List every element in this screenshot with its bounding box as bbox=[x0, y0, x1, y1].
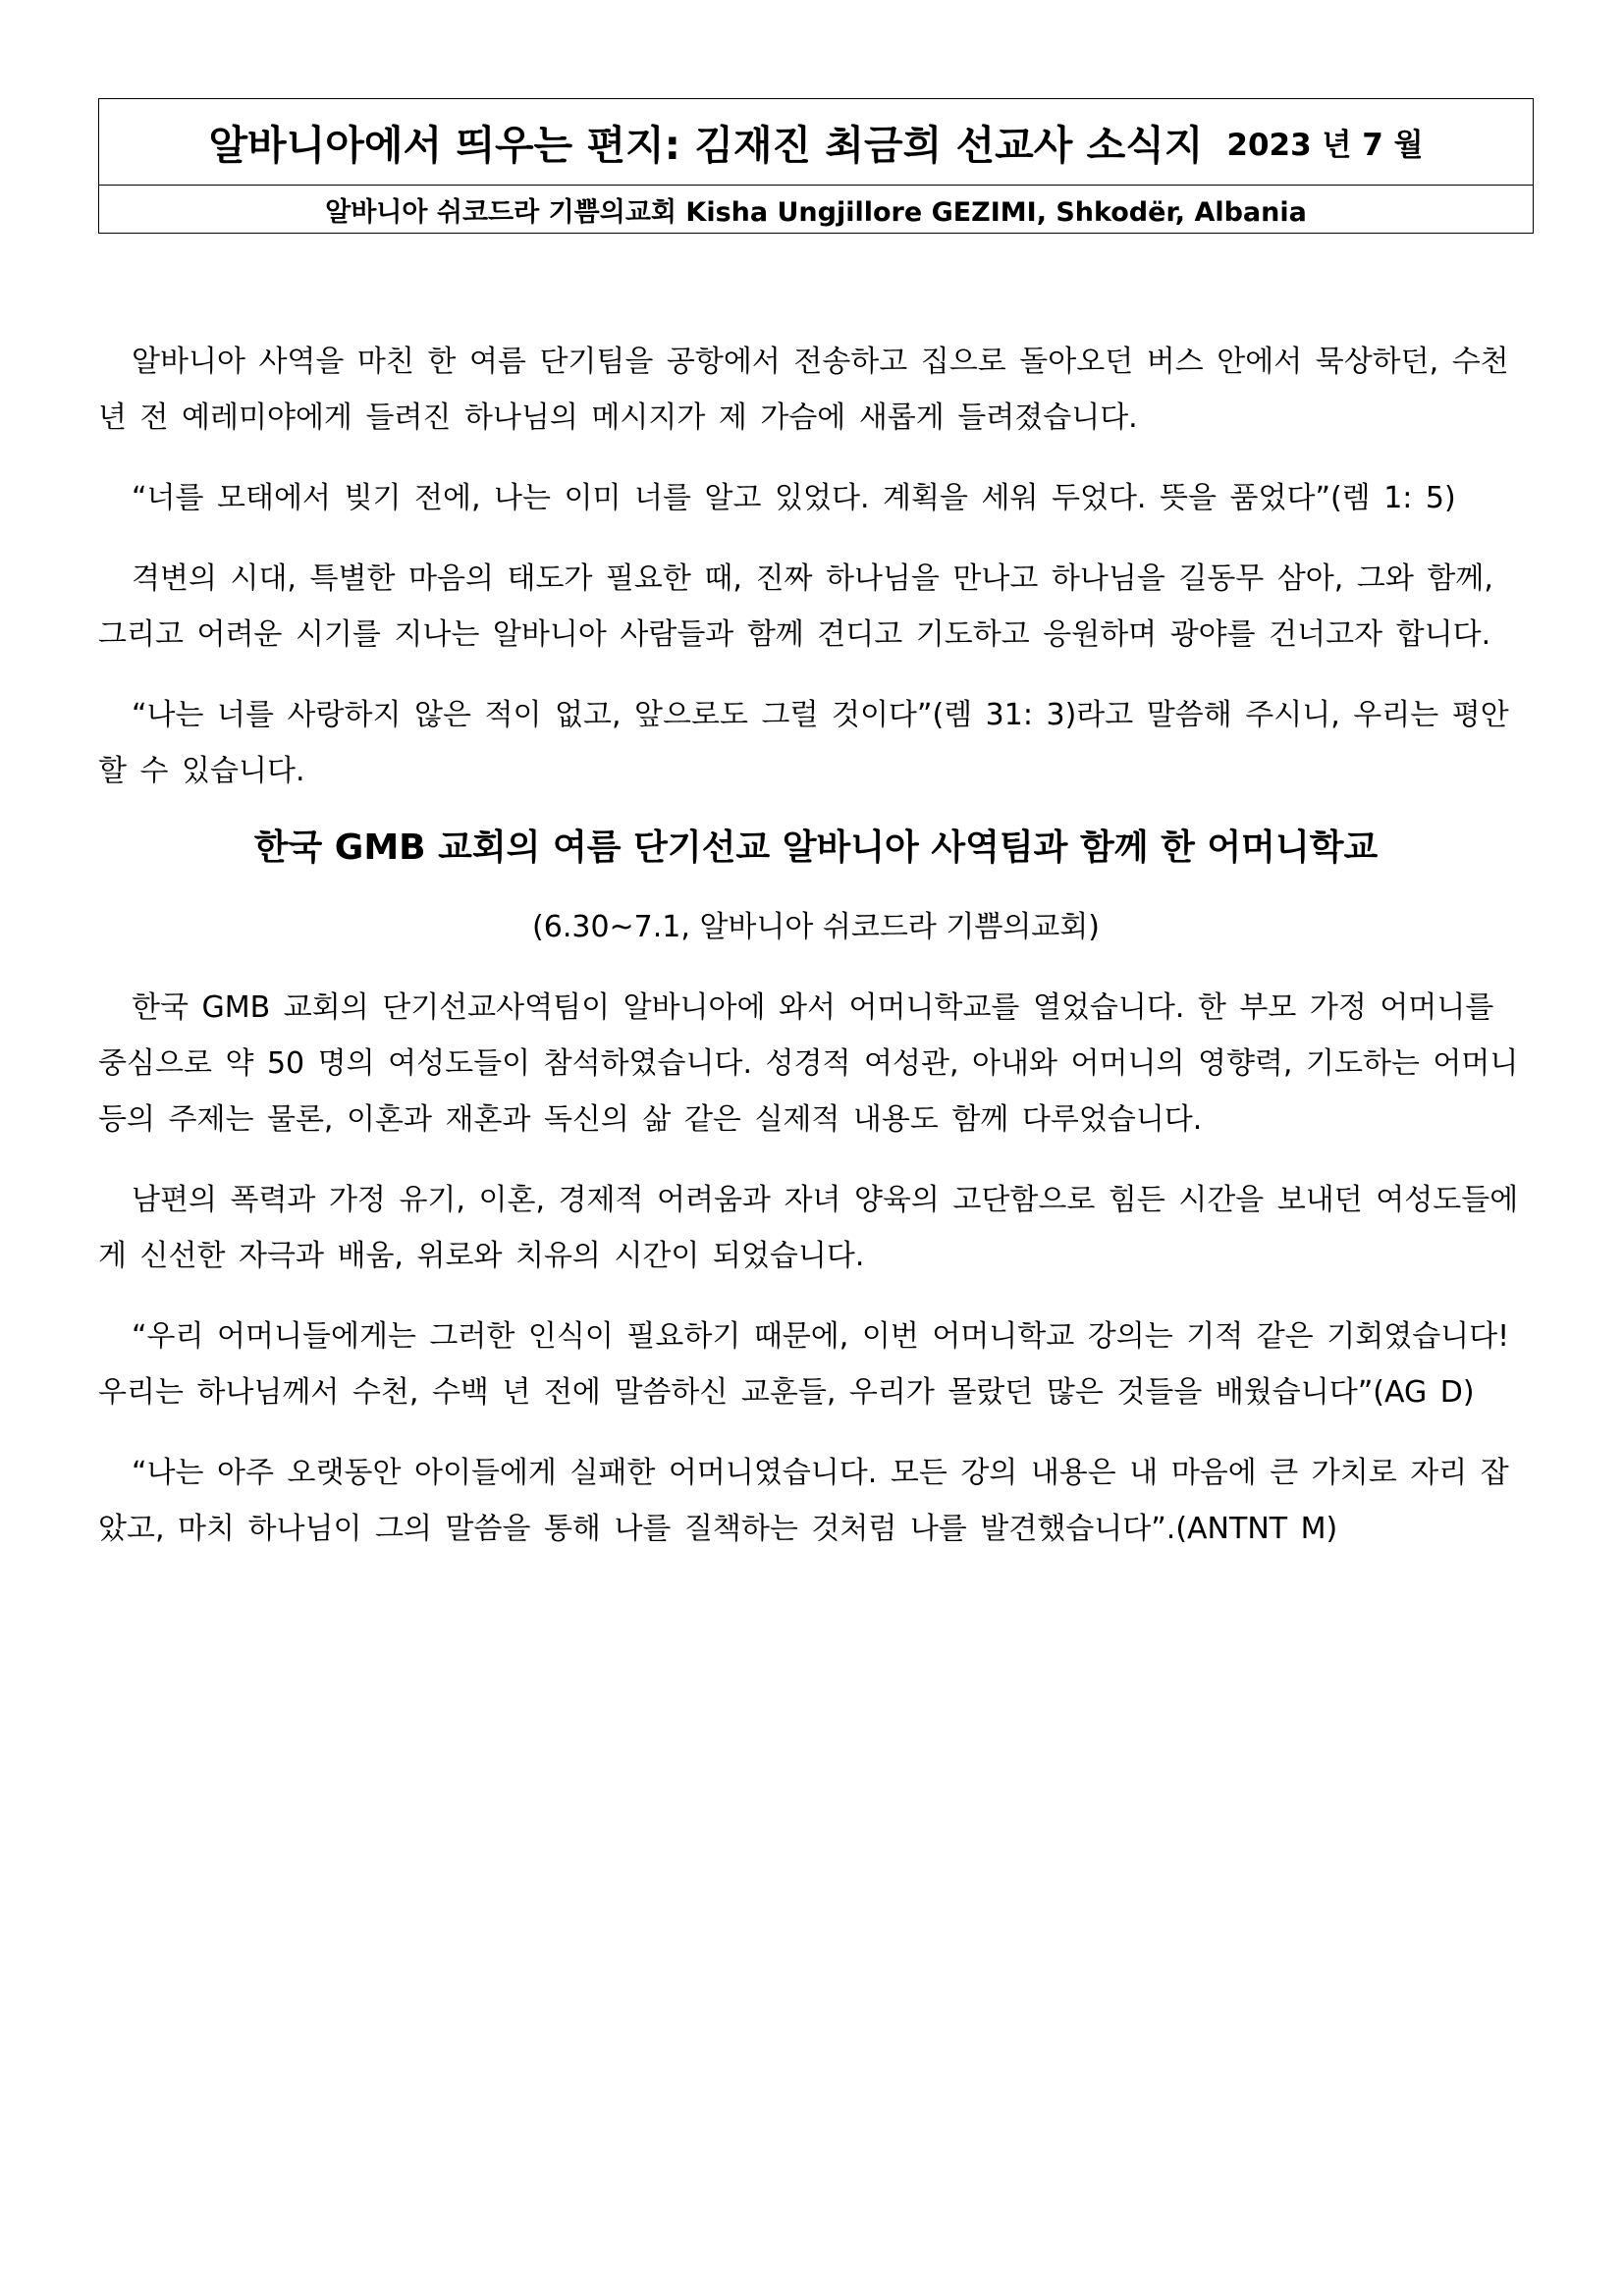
newsletter-header bbox=[98, 98, 1534, 234]
church-subtitle: 알바니아 쉬코드라 기쁨의교회 Kisha Ungjillore GEZIMI, Shkodër, Albania bbox=[325, 196, 1307, 228]
section-heading: 한국 GMB 교회의 여름 단기선교 알바니아 사역팀과 함께 한 어머니학교 bbox=[253, 828, 1379, 868]
section-paragraph: “우리 어머니들에게는 그러한 인식이 필요하기 때문에, 이번 어머니학교 강의는 기적 같은 기회였습니다! 우리는 하나님께서 수천, 수백 년 전에 말씀하신 교훈들, 우리가 몰랐던 많은 것들을 배웠습니다”(AG D) bbox=[98, 1319, 1510, 1410]
paragraph: 알바니아 사역을 마친 한 여름 단기팀을 공항에서 전송하고 집으로 돌아오던 버스 안에서 묵상하던, 수천 년 전 예레미야에게 들려진 하나님의 메시지가 제 가슴에 새롭게 들려졌습니다. bbox=[98, 345, 1509, 435]
newsletter-title: 알바니아에서 띄우는 편지: 김재진 최금희 선교사 소식지 bbox=[208, 122, 1204, 169]
section-paragraph: 한국 GMB 교회의 단기선교사역팀이 알바니아에 와서 어머니학교를 열었습니다. 한 부모 가정 어머니를 중심으로 약 50 명의 여성도들이 참석하였습니다. 성경적 여성관, 아내와 어머니의 영향력, 기도하는 어머니 등의 주제는 물론, 이혼과 재혼과 독신의 삶 같은 실제적 내용도 함께 다루었습니다. bbox=[98, 990, 1519, 1137]
letter-body bbox=[98, 334, 1534, 1581]
section-paragraph: “나는 아주 오랫동안 아이들에게 실패한 어머니였습니다. 모든 강의 내용은 내 마음에 큰 가치로 자리 잡았고, 마치 하나님이 그의 말씀을 통해 나를 질책하는 것처럼 나를 발견했습니다”.(ANTNT M) bbox=[98, 1456, 1509, 1546]
newsletter-date: 2023 년 7 월 bbox=[1226, 128, 1424, 163]
header-title-row bbox=[99, 99, 1533, 186]
paragraph: “나는 너를 사랑하지 않은 적이 없고, 앞으로도 그럴 것이다”(렘 31: 3)라고 말씀해 주시니, 우리는 평안할 수 있습니다. bbox=[98, 698, 1509, 788]
section-paragraph: 남편의 폭력과 가정 유기, 이혼, 경제적 어려움과 자녀 양육의 고단함으로 힘든 시간을 보내던 여성도들에게 신선한 자극과 배움, 위로와 치유의 시간이 되었습니다. bbox=[98, 1183, 1519, 1273]
paragraph: 격변의 시대, 특별한 마음의 태도가 필요한 때, 진짜 하나님을 만나고 하나님을 길동무 삼아, 그와 함께, 그리고 어려운 시기를 지나는 알바니아 사람들과 함께 견디고 기도하고 응원하며 광야를 건너고자 합니다. bbox=[98, 561, 1493, 652]
paragraph: “너를 모태에서 빚기 전에, 나는 이미 너를 알고 있었다. 계획을 세워 두었다. 뜻을 품었다”(렘 1: 5) bbox=[132, 481, 1456, 515]
section-date: (6.30~7.1, 알바니아 쉬코드라 기쁨의교회) bbox=[532, 910, 1100, 944]
